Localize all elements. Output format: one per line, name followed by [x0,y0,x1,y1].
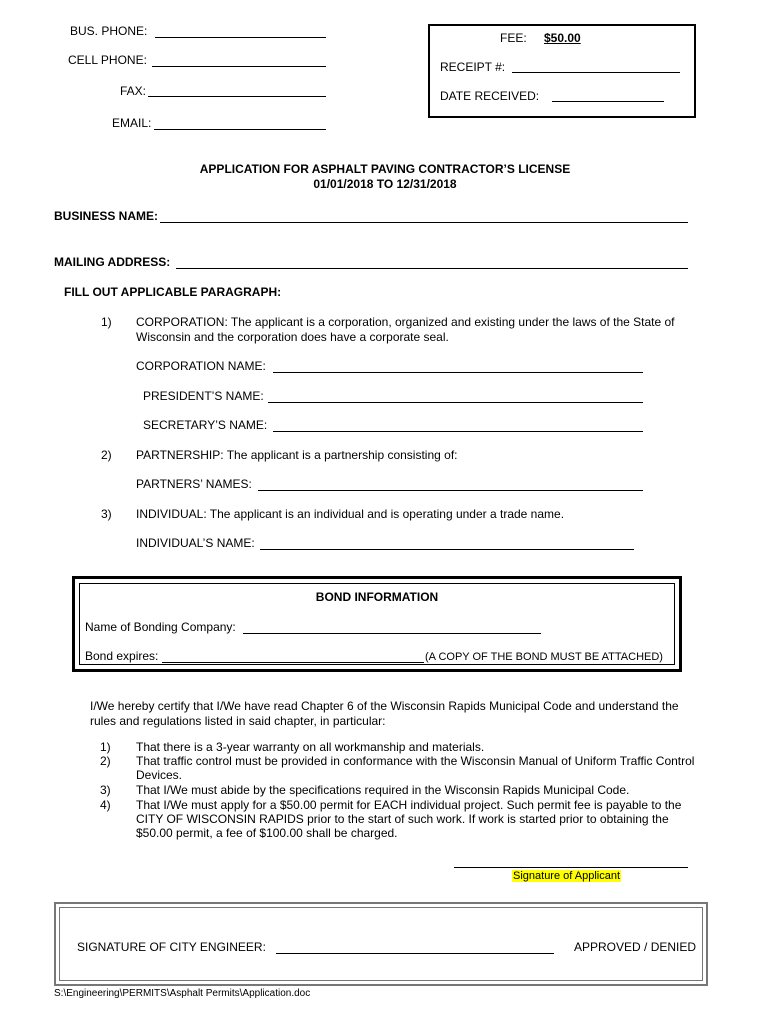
office-use-box [428,24,696,118]
cert-item-2-text: That traffic control must be provided in conformance with the Wisconsin Manual of Uniform Traffic Control Devices. [136,754,695,782]
cert-item-3-number: 3) [100,783,111,797]
business-name-field[interactable] [160,222,688,223]
paragraph-2-text: PARTNERSHIP: The applicant is a partnership consisting of: [136,448,458,462]
date-received-label: DATE RECEIVED: [440,89,540,103]
fax-label: FAX: [120,84,147,98]
paragraph-3-number: 3) [101,507,112,521]
form-title: APPLICATION FOR ASPHALT PAVING CONTRACTOR’S LICENSE [199,162,571,176]
paragraph-3-text: INDIVIDUAL: The applicant is an individual and is operating under a trade name. [136,507,565,521]
document-path: S:\Engineering\PERMITS\Asphalt Permits\Application.doc [54,988,311,999]
bond-heading: BOND INFORMATION [315,590,439,604]
secretary-name-label: SECRETARY’S NAME: [143,418,268,432]
corporation-name-label: CORPORATION NAME: [136,359,266,373]
cert-item-4-text: That I/We must apply for a $50.00 permit for EACH individual project. Such permit fee is payable to the CITY OF WISCONSIN RAPIDS prior to the start of such work. If work is started prior to obtaining the $50.00 permit, a fee of $100.00 shall be charged. [136,798,682,840]
bus-phone-field[interactable] [155,37,326,38]
receipt-field[interactable] [512,72,680,73]
corporation-name-field[interactable] [273,372,643,373]
date-received-field[interactable] [552,101,664,102]
bond-expires-field[interactable] [162,662,424,663]
president-name-label: PRESIDENT’S NAME: [143,389,264,403]
bonding-company-field[interactable] [243,633,541,634]
city-engineer-signature-field[interactable] [276,953,554,954]
paragraph-1-text: CORPORATION: The applicant is a corporation, organized and existing under the laws of the State of Wisconsin and the corporation does have a corporate seal. [136,315,675,344]
city-engineer-box [54,902,708,986]
partners-names-label: PARTNERS’ NAMES: [136,477,252,491]
paragraph-1-number: 1) [101,315,112,329]
president-name-field[interactable] [268,402,643,403]
fax-field[interactable] [148,96,326,97]
individual-name-field[interactable] [260,549,634,550]
bus-phone-label: BUS. PHONE: [70,24,148,38]
receipt-label: RECEIPT #: [440,60,506,74]
applicant-signature-label: Signature of Applicant [513,870,621,882]
email-label: EMAIL: [112,116,152,130]
mailing-address-field[interactable] [176,268,688,269]
cell-phone-field[interactable] [152,66,326,67]
bond-expires-label: Bond expires: [85,649,159,663]
cell-phone-label: CELL PHONE: [68,53,147,67]
cert-item-3-text: That I/We must abide by the specifications required in the Wisconsin Rapids Municipal Code. [136,783,630,797]
business-name-label: BUSINESS NAME: [54,209,159,223]
fee-value: $50.00 [544,31,581,45]
license-period: 01/01/2018 TO 12/31/2018 [313,177,457,191]
bond-attach-note: (A COPY OF THE BOND MUST BE ATTACHED) [425,651,663,663]
bonding-company-label: Name of Bonding Company: [85,620,236,634]
fee-label: FEE: [500,31,527,45]
applicant-signature-field[interactable] [454,867,688,868]
secretary-name-field[interactable] [273,431,643,432]
cert-item-2-number: 2) [100,754,111,768]
cert-item-1-text: That there is a 3-year warranty on all workmanship and materials. [136,740,485,754]
mailing-address-label: MAILING ADDRESS: [54,255,171,269]
approval-status: APPROVED / DENIED [574,940,697,954]
certification-intro: I/We hereby certify that I/We have read Chapter 6 of the Wisconsin Rapids Municipal Code and understand the rules and regulations listed in said chapter, in particular: [90,699,679,728]
cert-item-4-number: 4) [100,798,111,812]
email-field[interactable] [154,129,326,130]
partners-names-field[interactable] [258,490,643,491]
individual-name-label: INDIVIDUAL’S NAME: [136,536,255,550]
bond-information-box [72,576,682,672]
cert-item-1-number: 1) [100,740,111,754]
city-engineer-signature-label: SIGNATURE OF CITY ENGINEER: [77,940,266,954]
fill-instruction: FILL OUT APPLICABLE PARAGRAPH: [64,285,282,299]
paragraph-2-number: 2) [101,448,112,462]
